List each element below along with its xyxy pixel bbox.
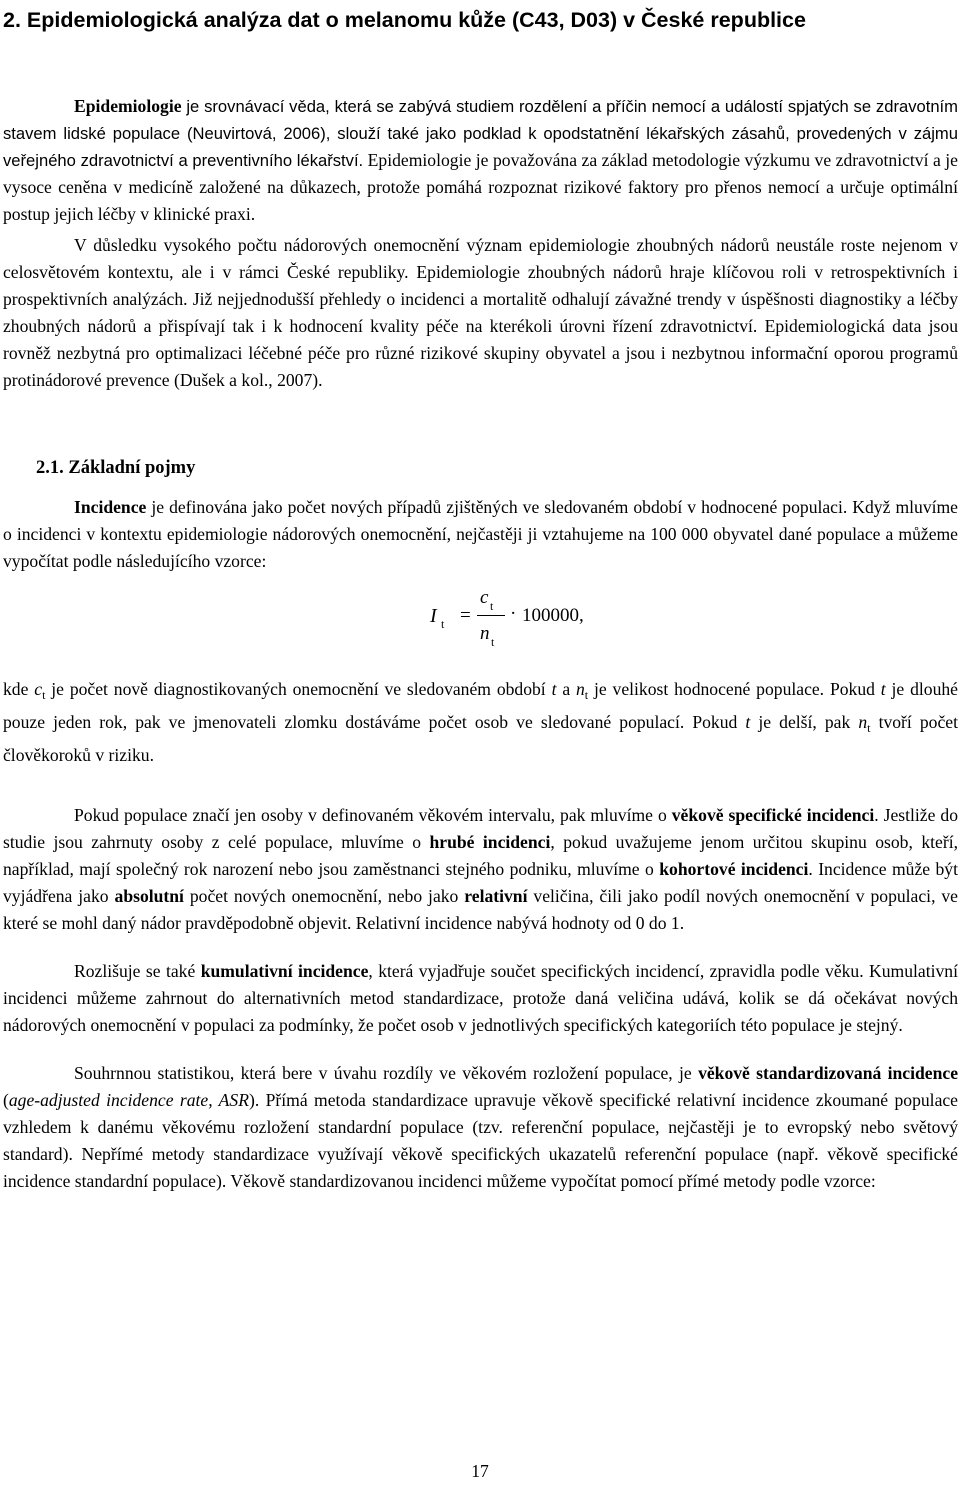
term-cohort: kohortové incidenci	[659, 859, 809, 879]
var-t: t	[551, 679, 557, 699]
paragraph-text: veličina, čili jako podíl nových onemocnění v populaci, ve které se mohl daný nádor pravděpodobně objevit. Relativní incidence nabývá hodnoty od 0 do 1.	[3, 886, 958, 933]
paragraph-incidence-definition	[3, 494, 958, 575]
paragraph-text: , pokud uvažujeme jenom určitou skupinu osob, kteří, například, mají společný rok narození nebo jsou zaměstnanci stejného podniku, mluvíme o	[3, 832, 958, 879]
paragraph-text: tvoří počet člověkoroků v riziku.	[3, 712, 958, 765]
paragraph-text: kde	[3, 679, 35, 699]
paragraph-text: ). Přímá metoda standardizace upravuje věkově specifické relativní incidence zkoumané populace vzhledem k danému věkovému rozložení standardní populace (tzv. referenční populace, nejčastěji je to evropský nebo světový standard). Nepřímé metody standardizace využívají věkově specifických ukazatelů referenční populace (např. věkově specifické incidence standardní populace). Věkově standardizovanou incidenci můžeme vypočítat pomocí přímé metody podle vzorce:	[3, 1090, 958, 1191]
formula-subscript: t	[490, 599, 494, 613]
var-subscript: t	[42, 688, 46, 702]
formula-numerator: c	[480, 587, 489, 608]
formula-denominator: n	[480, 623, 490, 644]
paragraph-text: je dlouhé pouze jeden rok, pak ve jmenovateli zlomku dostáváme počet osob ve sledované populací. Pokud	[3, 679, 958, 732]
paragraph-text: je velikost hodnocené populace. Pokud	[588, 679, 881, 699]
paragraph-standardized-incidence	[3, 1060, 958, 1195]
formula-symbol-i: I	[430, 605, 437, 627]
var-subscript: t	[867, 721, 871, 735]
term-epidemiologie: Epidemiologie	[74, 96, 182, 116]
paragraph-text: a	[556, 679, 576, 699]
paragraph-text: . Jestliže do studie jsou zahrnuty osoby z celé populace, mluvíme o	[3, 805, 958, 852]
term-age-standardized: věkově standardizovaná incidence	[698, 1063, 959, 1083]
formula-equals: =	[460, 605, 471, 626]
var-c: c	[34, 679, 43, 699]
paragraph-text: , která vyjadřuje součet specifických incidencí, zpravidla podle věku. Kumulativní incidenci můžeme zahrnout do alternativních metod standardizace, protože daná veličina udává, kolik se dá očekávat nových nádorových onemocnění v populaci za podmínky, že počet osob v jednotlivých specifických kategoriích této populace je stejný.	[3, 961, 958, 1035]
formula-multiply: ·	[510, 603, 517, 624]
formula-subscript: t	[491, 635, 495, 649]
term-incidence: Incidence	[74, 497, 147, 517]
paragraph-text: je definována jako počet nových případů zjištěných ve sledovaném období v hodnocené populaci. Když mluvíme o incidenci v kontextu epidemiologie nádorových onemocnění, nejčastěji ji vztahujeme na 100 000 obyvatel dané populace a můžeme vypočítat podle následujícího vzorce:	[3, 497, 958, 571]
var-t: t	[745, 712, 751, 732]
paragraph-text: je delší, pak	[750, 712, 859, 732]
term-cumulative: kumulativní incidence	[200, 961, 369, 981]
paragraph-text: Rozlišuje se také	[74, 961, 201, 981]
term-age-specific: věkově specifické incidenci	[671, 805, 875, 825]
paragraph-cumulative-incidence	[3, 958, 958, 1039]
var-n: n	[858, 712, 868, 732]
var-subscript: t	[584, 688, 589, 702]
page-number: 17	[471, 1461, 489, 1481]
var-n: n	[575, 679, 585, 699]
term-asr: age-adjusted incidence rate, ASR	[8, 1090, 249, 1110]
incidence-formula	[3, 587, 958, 651]
paragraph-text: (	[3, 1090, 9, 1110]
paragraph-incidence-types	[3, 802, 958, 937]
fraction-bar	[477, 615, 505, 616]
term-relative: relativní	[464, 886, 528, 906]
formula-constant: 100000,	[522, 605, 584, 626]
paragraph-text: je počet nově diagnostikovaných onemocnění ve sledovaném období	[45, 679, 552, 699]
paragraph-formula-explanation	[3, 676, 958, 769]
paragraph-text: . Incidence může být vyjádřena jako	[3, 859, 958, 906]
paragraph-text: Souhrnnou statistikou, která bere v úvahu rozdíly ve věkovém rozložení populace, je	[74, 1063, 699, 1083]
paragraph-text: Epidemiologie je považována za základ metodologie výzkumu ve zdravotnictví a je vysoce ceněna v medicíně založené na důkazech, protože pomáhá rozpoznat rizikové faktory pro přenos nemocí a určuje optimální postup jejich léčby v klinické praxi.	[3, 150, 958, 224]
chapter-heading: 2. Epidemiologická analýza dat o melanomu kůže (C43, D03) v České republice	[3, 8, 806, 32]
paragraph-text: Pokud populace značí jen osoby v definovaném věkovém intervalu, pak mluvíme o	[74, 805, 672, 825]
term-crude: hrubé incidenci	[429, 832, 551, 852]
var-t: t	[880, 679, 886, 699]
term-absolute: absolutní	[114, 886, 184, 906]
paragraph-epidemiology-definition	[3, 93, 958, 228]
paragraph-text: počet nových onemocnění, nebo jako	[183, 886, 465, 906]
paragraph-text: je srovnávací věda, která se zabývá studiem rozdělení a příčin nemocí a událostí spjatých se zdravotním stavem lidské populace (Neuvirtová, 2006), slouží také jako podklad k opodstatnění lékařských zásahů, provedených v zájmu veřejného zdravotnictví a preventivního lékařství.	[3, 97, 958, 170]
formula-subscript: t	[441, 617, 445, 631]
paragraph-importance: V důsledku vysokého počtu nádorových onemocnění význam epidemiologie zhoubných nádorů neustále roste nejenom v celosvětovém kontextu, ale i v rámci České republiky. Epidemiologie zhoubných nádorů hraje klíčovou roli v retrospektivních i prospektivních analýzách. Již nejjednodušší přehledy o incidenci a mortalitě odhalují závažné trendy v úspěšnosti diagnostiky a léčby zhoubných nádorů a přispívají tak i k hodnocení kvality péče na kterékoli úrovni řízení zdravotnictví. Epidemiologická data jsou rovněž nezbytná pro optimalizaci léčebné péče pro různé rizikové skupiny obyvatel a jsou i nezbytnou informační oporou programů protinádorové prevence (Dušek a kol., 2007).	[3, 235, 958, 390]
section-heading: 2.1. Základní pojmy	[36, 458, 196, 478]
